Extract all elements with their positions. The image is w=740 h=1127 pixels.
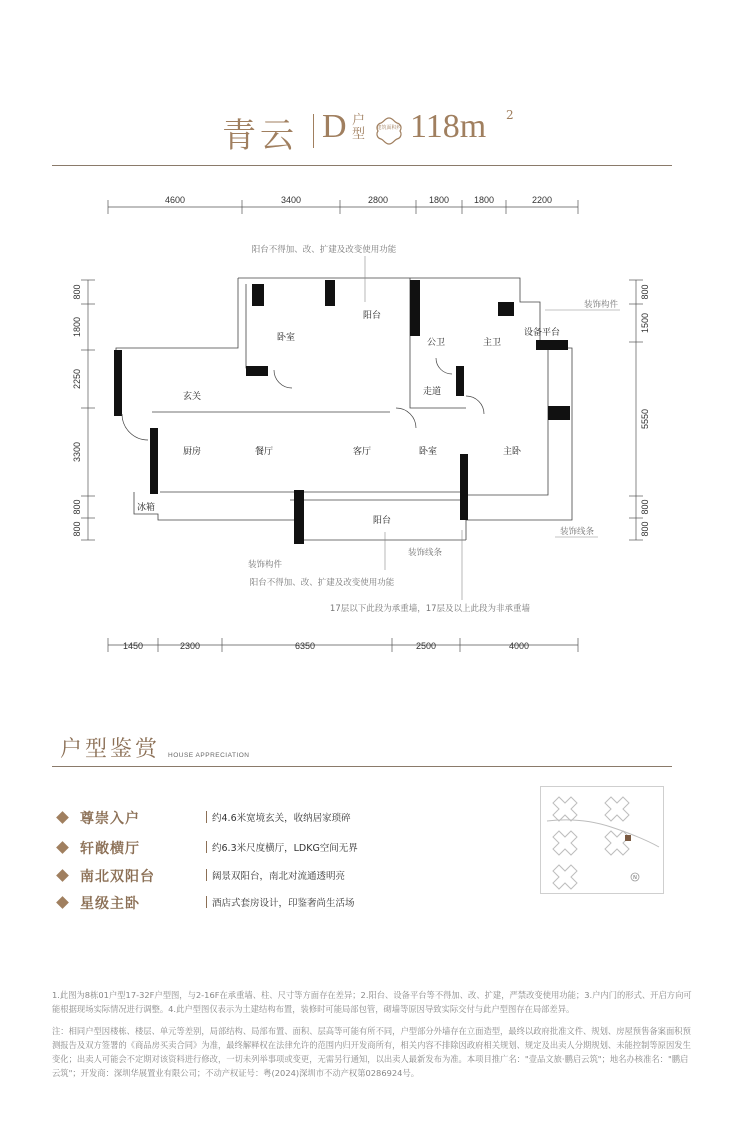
section-title-en: HOUSE APPRECIATION — [168, 752, 250, 759]
footnote-1: 1.此图为8栋01户型17-32F户型图，与2-16F在承重墙、柱、尺寸等方面存在差异；2.阳台、设备平台等不得加、改、扩建，严禁改变使用功能；3.户内门的形式、开启方向可能根据现场实际情况进行调整。4.此户型图仅表示为土建结构布置，装修时可能局部包管，砌墙等原因导致实际交付与此户型图存在局部差异。 — [52, 990, 692, 1014]
feature-desc: 约4.6米宽境玄关，收纳居家琐碎 — [212, 813, 351, 824]
fridge-label: 冰箱 — [136, 503, 156, 513]
living-label: 客厅 — [352, 447, 372, 457]
north-mark: N — [633, 875, 637, 881]
corridor-label: 走道 — [422, 387, 442, 397]
footnote-2: 注：相同户型因楼栋、楼层、单元等差别，局部结构、局部布置、面积、层高等可能有所不同，户型部分外墙存在立面造型，最终以政府批准文件、规划、房屋预售备案面积预测报告及双方签署的《商品房买卖合同》为准，最终解释权在法律允许的范围内归开发商所有，相关内容不排除因政府相关规划、规定及出卖人分期规划、未能控制等原因发生变化；出卖人可能会不定期对该资料进行修改，一切未列举事项或变更，无需另行通知，以出卖人最新发布为准。本项目推广名："壹品文旅·鹏启云筑"；地名办核准名："鹏启云筑"；开发商：深圳华展置业有限公司；不动产权证号：粤(2024)深圳市不动产权第0286924号。 — [52, 1026, 691, 1078]
balcony-note-bottom: 阳台不得加、改、扩建及改变使用功能 — [249, 578, 395, 588]
bottom-dimension-line — [108, 638, 578, 652]
dim-label: 800 — [72, 499, 82, 515]
feature-separator — [206, 869, 207, 881]
master-bedroom-label: 主卧 — [502, 447, 522, 457]
dim-label: 2500 — [415, 641, 437, 651]
feature-separator — [206, 896, 207, 908]
area-badge-text: 建筑面积约 — [376, 125, 402, 131]
feature-desc: 酒店式套房设计，印鉴奢尚生活场 — [212, 898, 355, 909]
south-balcony-label: 阳台 — [372, 516, 392, 526]
feature-name: 南北双阳台 — [80, 869, 155, 885]
outline-walls — [116, 278, 572, 540]
feature-name: 尊崇入户 — [80, 811, 140, 827]
dim-label: 800 — [72, 521, 82, 537]
unit-type-letter: D — [322, 108, 347, 145]
dim-label: 800 — [640, 284, 650, 300]
dim-label: 1500 — [640, 312, 650, 334]
dim-label: 3400 — [280, 195, 302, 205]
dim-label: 800 — [72, 284, 82, 300]
feature-item — [58, 893, 478, 913]
dim-label: 3300 — [72, 441, 82, 463]
feature-name: 星级主卧 — [80, 896, 140, 912]
dining-label: 餐厅 — [254, 447, 274, 457]
feature-desc: 阔景双阳台，南北对流通透明亮 — [212, 871, 346, 882]
section-title: 户型鉴赏 — [60, 737, 161, 762]
room-labels — [137, 309, 560, 526]
unit-type-suffix: 户型 — [352, 113, 366, 142]
decor-line-note-right: 装饰线条 — [560, 527, 595, 537]
diamond-bullet-icon — [56, 841, 69, 854]
site-key-plan — [540, 786, 664, 894]
floor-plan — [0, 170, 740, 690]
project-name: 青云 — [222, 116, 298, 156]
kitchen-label: 厨房 — [182, 447, 202, 457]
diamond-bullet-icon — [56, 896, 69, 909]
master-bath-label: 主卫 — [482, 338, 502, 348]
dim-label: 1800 — [428, 195, 450, 205]
public-bath-label: 公卫 — [426, 338, 446, 348]
balcony-note-top: 阳台不得加、改、扩建及改变使用功能 — [251, 245, 397, 255]
top-dimensions — [165, 195, 552, 205]
left-dimension-line — [81, 280, 95, 540]
decor-line-note-bottom: 装饰线条 — [408, 548, 443, 558]
area-badge-icon — [374, 116, 404, 146]
door-swings — [122, 358, 484, 440]
dim-label: 1800 — [473, 195, 495, 205]
right-dimensions — [640, 284, 650, 536]
foyer-label: 玄关 — [182, 392, 202, 402]
feature-desc: 约6.3米尺度横厅，LDKG空间无界 — [212, 843, 358, 854]
feature-name: 轩敞横厅 — [80, 841, 140, 857]
diamond-bullet-icon — [56, 869, 69, 882]
dim-label: 2800 — [367, 195, 389, 205]
dim-label: 1800 — [72, 316, 82, 338]
diamond-bullet-icon — [56, 811, 69, 824]
equipment-platform-label: 设备平台 — [523, 328, 561, 338]
decor-note-bottom-left: 装饰构件 — [248, 560, 283, 570]
dim-label: 6350 — [294, 641, 316, 651]
dim-label: 2250 — [72, 368, 82, 390]
plan-notes — [248, 244, 620, 614]
floor-note: 17层以下此段为承重墙，17层及以上此段为非承重墙 — [329, 604, 531, 614]
dim-label: 1450 — [122, 641, 144, 651]
dim-label: 2300 — [179, 641, 201, 651]
dim-label: 4600 — [164, 195, 186, 205]
feature-separator — [206, 841, 207, 853]
dim-label: 800 — [640, 521, 650, 537]
bedroom-label: 卧室 — [276, 333, 296, 343]
dim-label: 2200 — [531, 195, 553, 205]
unit-highlight-icon — [625, 835, 631, 841]
section-divider — [52, 766, 672, 767]
dim-label: 4000 — [508, 641, 530, 651]
unit-area-exponent: 2 — [506, 108, 514, 122]
bottom-dimensions — [123, 641, 529, 651]
feature-item — [58, 866, 478, 886]
plan-title — [0, 108, 740, 158]
dim-label: 5550 — [640, 408, 650, 430]
dim-label: 800 — [640, 499, 650, 515]
decor-note-top: 装饰构件 — [584, 300, 619, 310]
north-balcony-label: 阳台 — [362, 311, 382, 321]
header-divider — [52, 165, 672, 166]
feature-separator — [206, 811, 207, 823]
bedroom2-label: 卧室 — [418, 447, 438, 457]
feature-item — [58, 838, 478, 858]
unit-area: 118m — [410, 108, 487, 145]
building-outlines — [547, 797, 659, 889]
left-dimensions — [72, 284, 82, 536]
feature-item — [58, 808, 478, 828]
title-separator — [313, 114, 314, 148]
